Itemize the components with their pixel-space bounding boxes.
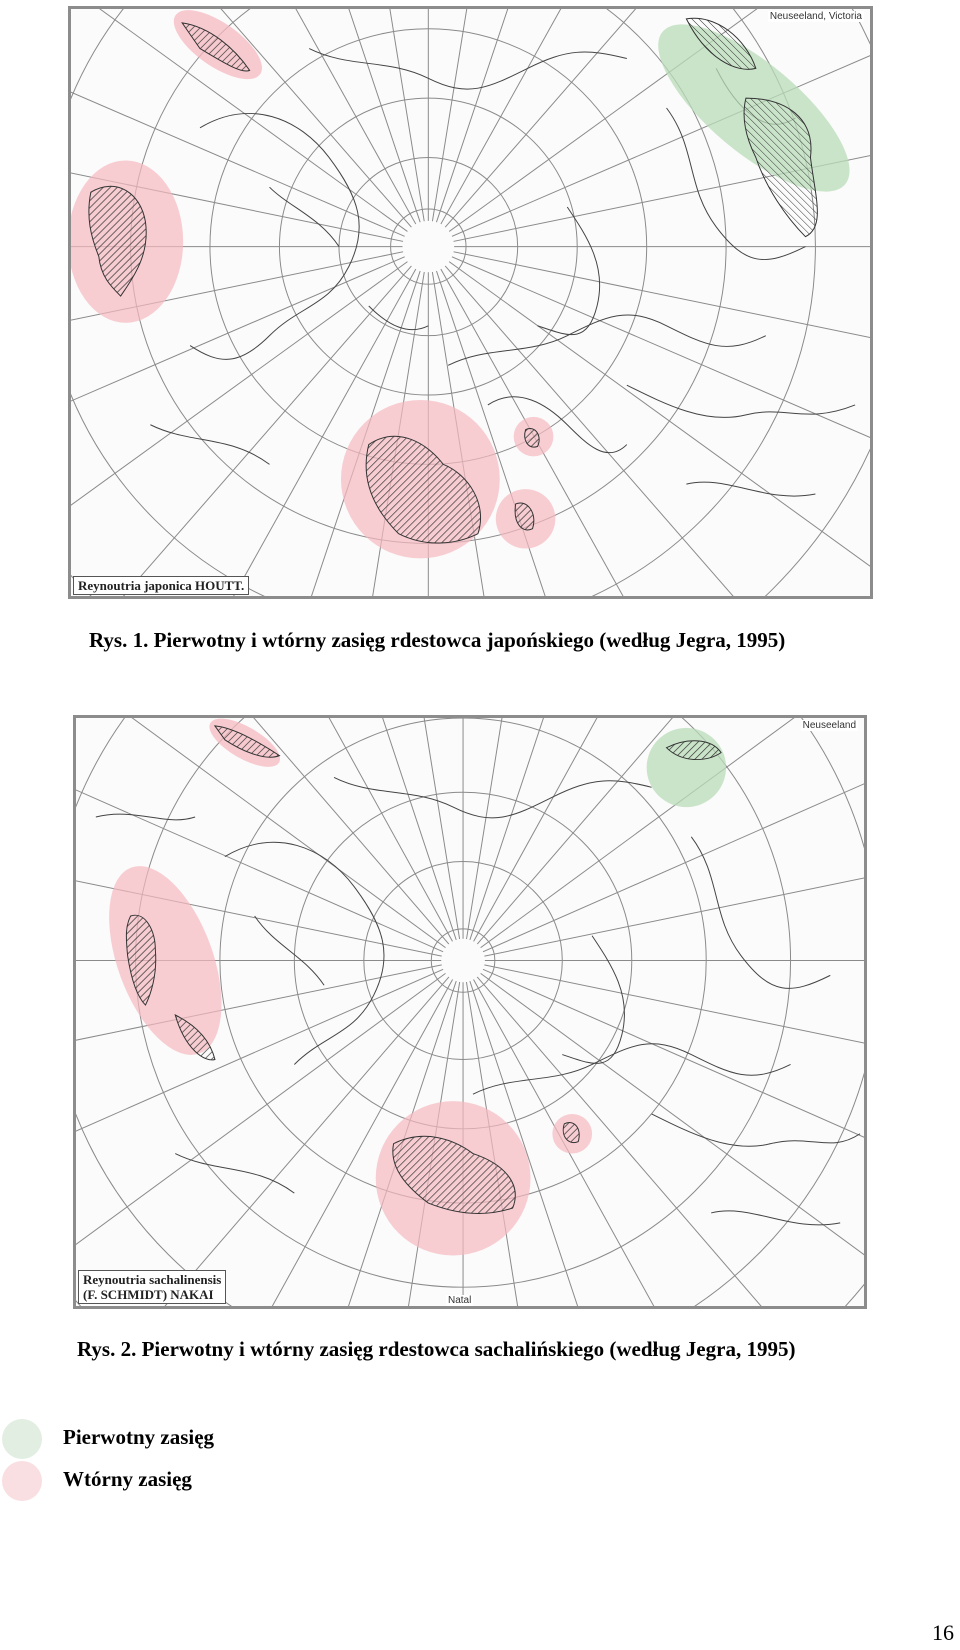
map-2-corner-label: Neuseeland — [802, 720, 856, 731]
legend-swatch-secondary — [2, 1461, 42, 1501]
map-1-species-label: Reynoutria japonica HOUTT. — [73, 576, 249, 595]
legend-label-primary: Pierwotny zasięg — [63, 1425, 215, 1449]
figure-2-caption: Rys. 2. Pierwotny i wtórny zasięg rdestowca sachalińskiego (według Jegra, 1995) — [77, 1337, 796, 1361]
legend-item-secondary — [0, 1461, 400, 1501]
legend-item-primary — [0, 1419, 400, 1459]
pole-blank — [403, 221, 455, 272]
map-1-corner-label: Neuseeland, Victoria — [769, 11, 862, 22]
legend-label-secondary: Wtórny zasięg — [63, 1467, 192, 1491]
map-1-svg — [71, 9, 870, 596]
legend-swatch-primary — [2, 1419, 42, 1459]
map-figure-2 — [73, 715, 867, 1309]
page-number: 16 — [932, 1620, 954, 1645]
map-figure-1 — [68, 6, 873, 599]
primary-range-areas — [647, 728, 726, 807]
figure-1-caption: Rys. 1. Pierwotny i wtórny zasięg rdestowca japońskiego (według Jegra, 1995) — [89, 628, 786, 652]
map-2-bottom-label: Natal — [448, 1295, 472, 1306]
species-label-line-2: (F. SCHMIDT) NAKAI — [83, 1287, 214, 1302]
map-2-svg — [76, 718, 864, 1306]
pole-blank — [441, 939, 485, 983]
species-label-line-1: Reynoutria sachalinensis — [83, 1272, 222, 1287]
secondary-range-areas — [71, 9, 555, 558]
map-2-species-label — [78, 1270, 226, 1304]
